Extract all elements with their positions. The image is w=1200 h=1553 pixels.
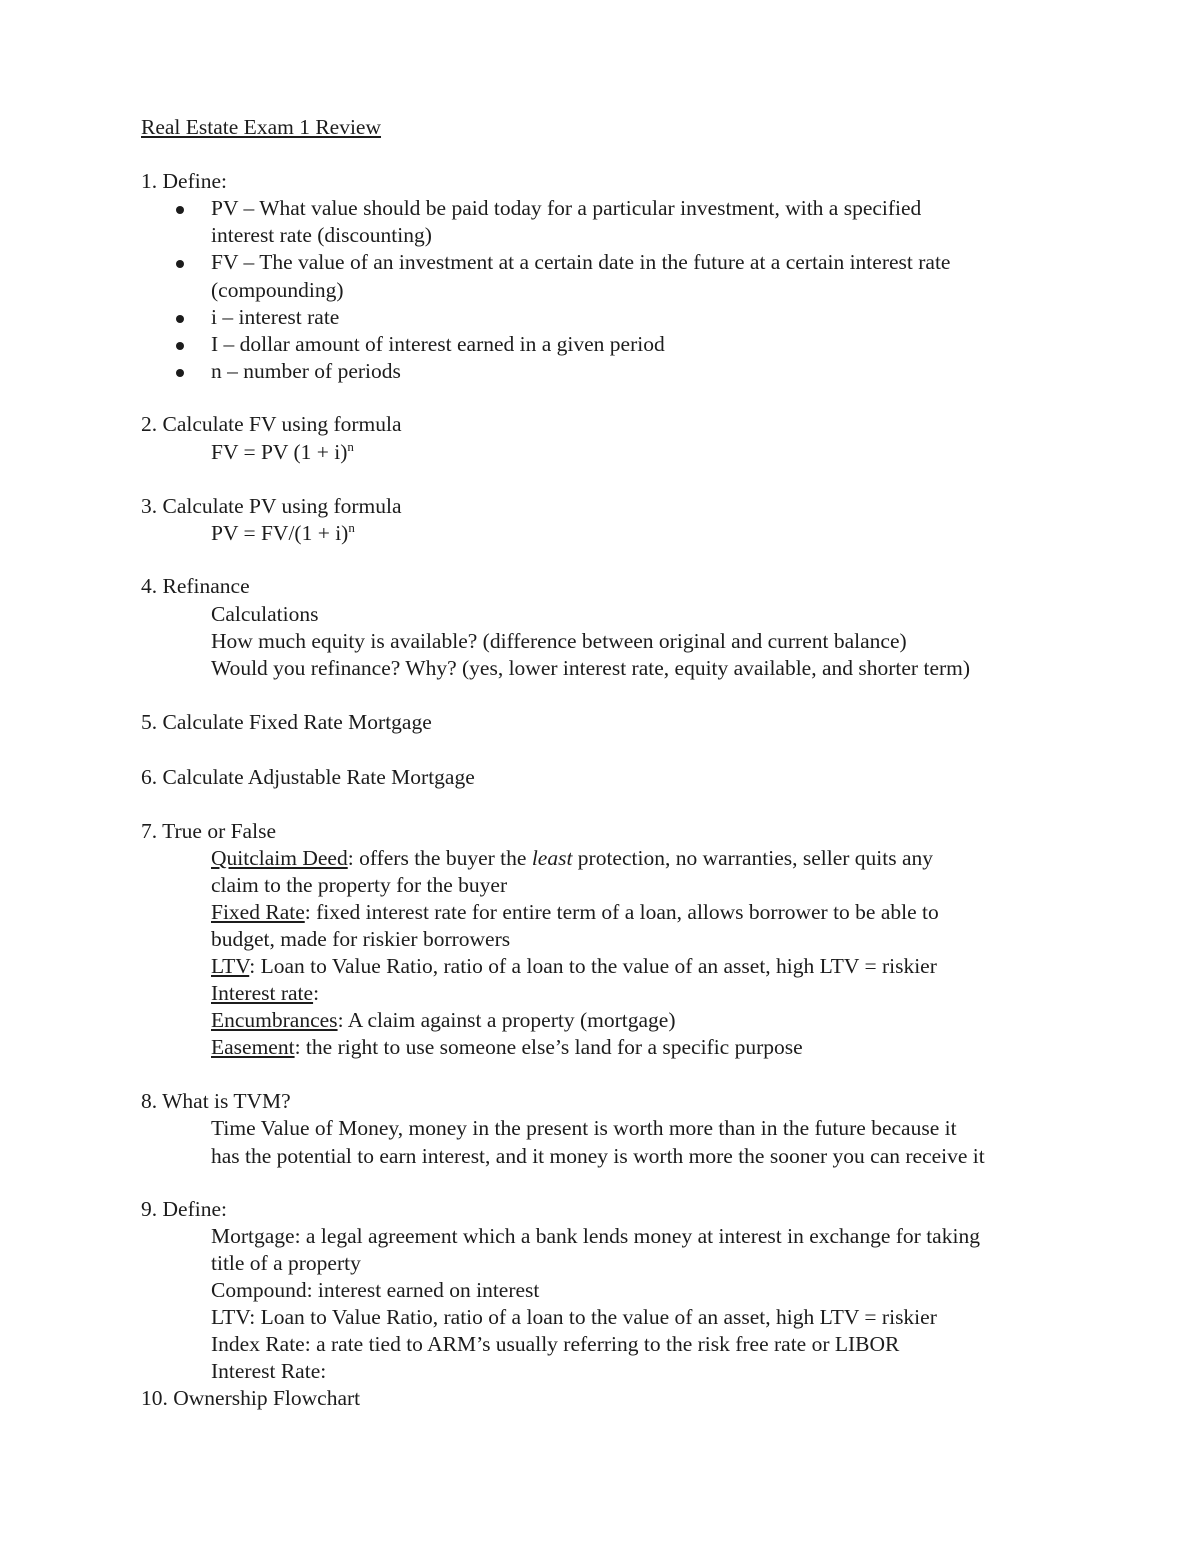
refinance-line: How much equity is available? (difference between original and current balance)	[211, 629, 907, 653]
section-7-heading: 7. True or False	[141, 819, 276, 843]
fixed-rate-definition-cont: budget, made for riskier borrowers	[211, 927, 511, 951]
section-9-heading: 9. Define:	[141, 1197, 227, 1221]
ltv-definition: LTV: Loan to Value Ratio, ratio of a loan to the value of an asset, high LTV = riskier	[211, 954, 937, 978]
section-10-heading: 10. Ownership Flowchart	[141, 1386, 361, 1410]
definition-i: i – interest rate	[211, 305, 340, 329]
section-5-heading: 5. Calculate Fixed Rate Mortgage	[141, 710, 432, 734]
easement-definition: Easement: the right to use someone else’s land for a specific purpose	[211, 1035, 803, 1059]
definition-pv-cont: interest rate (discounting)	[211, 223, 432, 247]
section-3-heading: 3. Calculate PV using formula	[141, 494, 402, 518]
tvm-answer-cont: has the potential to earn interest, and it money is worth more the sooner you can receive it	[211, 1144, 985, 1168]
section-4-heading: 4. Refinance	[141, 574, 250, 598]
index-rate-definition: Index Rate: a rate tied to ARM’s usually referring to the risk free rate or LIBOR	[211, 1332, 900, 1356]
definition-fv-cont: (compounding)	[211, 278, 344, 302]
quitclaim-deed-definition-cont: claim to the property for the buyer	[211, 873, 508, 897]
definition-fv: FV – The value of an investment at a certain date in the future at a certain interest rate	[211, 250, 951, 274]
bullet-icon	[176, 369, 184, 377]
mortgage-definition-cont: title of a property	[211, 1251, 361, 1275]
interest-rate-definition: Interest rate:	[211, 981, 320, 1005]
bullet-icon	[176, 342, 184, 350]
fixed-rate-definition: Fixed Rate: fixed interest rate for entire term of a loan, allows borrower to be able to	[211, 900, 939, 924]
definition-n: n – number of periods	[211, 359, 401, 383]
mortgage-definition: Mortgage: a legal agreement which a bank lends money at interest in exchange for taking	[211, 1224, 980, 1248]
document-title: Real Estate Exam 1 Review	[141, 115, 382, 139]
fv-formula: FV = PV $(1 + i)^n$	[211, 439, 354, 464]
refinance-line: Would you refinance? Why? (yes, lower interest rate, equity available, and shorter term)	[211, 656, 971, 680]
bullet-icon	[176, 260, 184, 268]
section-8-heading: 8. What is TVM?	[141, 1089, 291, 1113]
bullet-icon	[176, 206, 184, 214]
definition-interest-amount: I – dollar amount of interest earned in a given period	[211, 332, 665, 356]
interest-rate-definition-2: Interest Rate:	[211, 1359, 327, 1383]
compound-definition: Compound: interest earned on interest	[211, 1278, 540, 1302]
definition-pv: PV – What value should be paid today for a particular investment, with a specified	[211, 196, 922, 220]
section-1-heading: 1. Define:	[141, 169, 227, 193]
section-6-heading: 6. Calculate Adjustable Rate Mortgage	[141, 765, 475, 789]
quitclaim-deed-definition: Quitclaim Deed: offers the buyer the least protection, no warranties, seller quits any	[211, 846, 934, 870]
tvm-answer: Time Value of Money, money in the present is worth more than in the future because it	[211, 1116, 957, 1140]
section-2-heading: 2. Calculate FV using formula	[141, 412, 402, 436]
pv-formula: PV = $FV/(1 + i)^n$	[211, 520, 355, 545]
refinance-line: Calculations	[211, 602, 319, 626]
bullet-icon	[176, 315, 184, 323]
encumbrances-definition: Encumbrances: A claim against a property (mortgage)	[211, 1008, 676, 1032]
ltv-definition-2: LTV: Loan to Value Ratio, ratio of a loan to the value of an asset, high LTV = riskier	[211, 1305, 937, 1329]
